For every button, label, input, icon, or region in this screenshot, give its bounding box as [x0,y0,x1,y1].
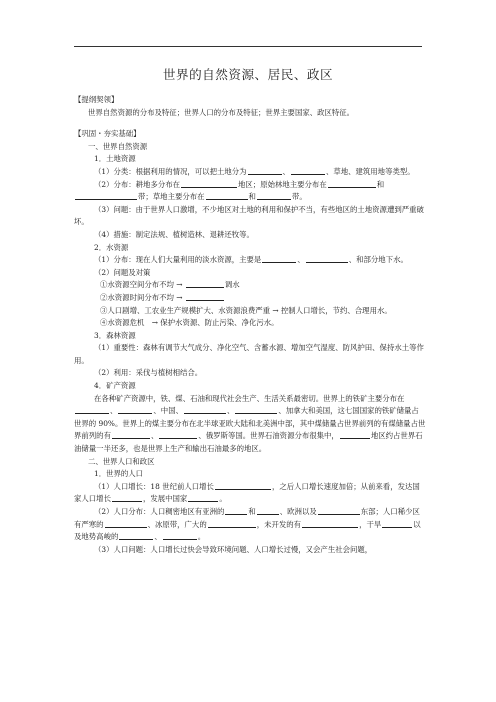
fill-blank[interactable] [382,519,412,528]
forest-use: （2）利用：采伐与植树相结合。 [94,368,203,378]
fill-blank[interactable] [163,531,197,540]
fill-blank[interactable] [159,430,197,439]
heading-population-regions: 二、世界人口和政区 [88,456,155,466]
fill-blank[interactable] [118,405,152,414]
fill-blank[interactable] [188,493,218,502]
land-classification: （1）分类：根据利用的情况，可以把土地分为 、 、草地、建筑用地等类型。 [94,166,415,176]
water-distribution: （1）分布：现在人们大量利用的淡水资源，主要是 、 、和部分地下水。 [94,255,408,265]
heading-world-population: 1．世界的人口 [94,469,144,479]
fill-blank[interactable] [318,506,360,515]
water-problems-heading: （2）问题及对策 [94,267,151,277]
fill-blank[interactable] [257,191,291,200]
fill-blank[interactable] [184,405,226,414]
fill-blank[interactable] [181,179,237,188]
heading-natural-resources: 一、世界自然资源 [88,141,148,151]
fill-blank[interactable] [235,405,277,414]
fill-blank[interactable] [75,191,137,200]
fill-blank[interactable] [306,254,348,263]
fill-blank[interactable] [105,519,147,528]
fill-blank[interactable] [119,531,153,540]
header-rule [74,46,422,47]
heading-mineral-resources: 4．矿产资源 [94,381,136,391]
population-growth: （1）人口增长：18 世纪前人口增长 ，之后人口增长速度加倍；从前来看，发达国家人口增长 ，发展中国家 。 [74,481,420,504]
water-problem-3: ③人口剧增、工农业生产规模扩大、水资源浪费严重 → 控制人口增长，节约、合理用水。 [100,305,392,315]
fill-blank[interactable] [262,254,296,263]
land-problem: （3）问题：由于世界人口激增，不少地区对土地的利用和保护不当，有些地区的土地资源遭到严重破坏。 [74,204,424,227]
fill-blank[interactable] [215,481,271,490]
fill-blank[interactable] [257,506,279,515]
water-problem-2: ②水资源时间分布不均 → [74,292,426,305]
fill-blank[interactable] [248,166,282,175]
land-distribution: （2）分布：耕地多分布在 地区；原始林地主要分布在 和带；草地主要分布在 和 带。 [74,179,426,204]
fill-blank[interactable] [291,166,325,175]
arrow-icon: → [176,292,183,302]
heading-forest-resources: 3．森林资源 [94,330,136,340]
page-title: 世界的自然资源、居民、政区 [162,67,334,82]
heading-water-resources: 2．水资源 [94,242,129,252]
fill-blank[interactable] [225,506,247,515]
fill-blank[interactable] [208,519,256,528]
fill-blank[interactable] [186,279,224,288]
section-outline-heading: 【提纲契领】 [74,95,119,104]
land-measures: （4）措施：制定法规、植树造林、退耕还牧等。 [94,229,254,239]
population-problems: （3）人口问题：人口增长过快会导致环境问题、人口增长过慢，又会产生社会问题， [94,544,373,554]
arrow-icon: → [176,280,183,290]
fill-blank[interactable] [206,191,248,200]
fill-blank[interactable] [302,519,358,528]
fill-blank[interactable] [186,292,224,301]
fill-blank[interactable] [112,430,150,439]
fill-blank[interactable] [328,179,376,188]
outline-text: 世界自然资源的分布及特征；世界人口的分布及特征；世界主要国家、政区特征。 [88,107,355,117]
fill-blank[interactable] [112,493,142,502]
section-review-heading: 【巩固・夯实基础】 [74,129,141,139]
document-body [74,94,426,556]
water-problem-4: ④水资源危机 → 保护水资源、防止污染、净化污水。 [100,318,279,328]
water-problem-1: ①水资源空间分布不均 → 调水 [100,280,240,290]
population-distribution: （2）人口分布：人口稠密地区有亚洲的 和 、欧洲以及 东部；人口稀少区有严寒的 、冰原带，广大的 ，未开发的有 ，干旱 以及地势高峻的 、 。 [74,507,421,542]
forest-importance: （1）重要性：森林有调节大气成分、净化空气、含蓄水源、增加空气湿度、防风护田、保持水土等作用。 [74,343,424,365]
fill-blank[interactable] [75,405,109,414]
mineral-paragraph: 在各种矿产资源中，铁、煤、石油和现代社会生产、生活关系最密切。世界上的铁矿主要分布在、 、中国、 、 、加拿大和美国，这七国国家的铁矿储量占世界的 90%。世界上的煤主要分布在北半球亚欧大陆和北美洲中部，其中煤储量占世界前列的有煤储量占世界前列的有 、 、俄罗斯等国。世界石油资源分布很集中， 地区约占世界石油储量一半还多，也是世界上生产和输出石油最多的地区。 [74,393,426,454]
fill-blank[interactable] [340,430,370,439]
heading-land-resources: 1．土地资源 [94,154,136,164]
